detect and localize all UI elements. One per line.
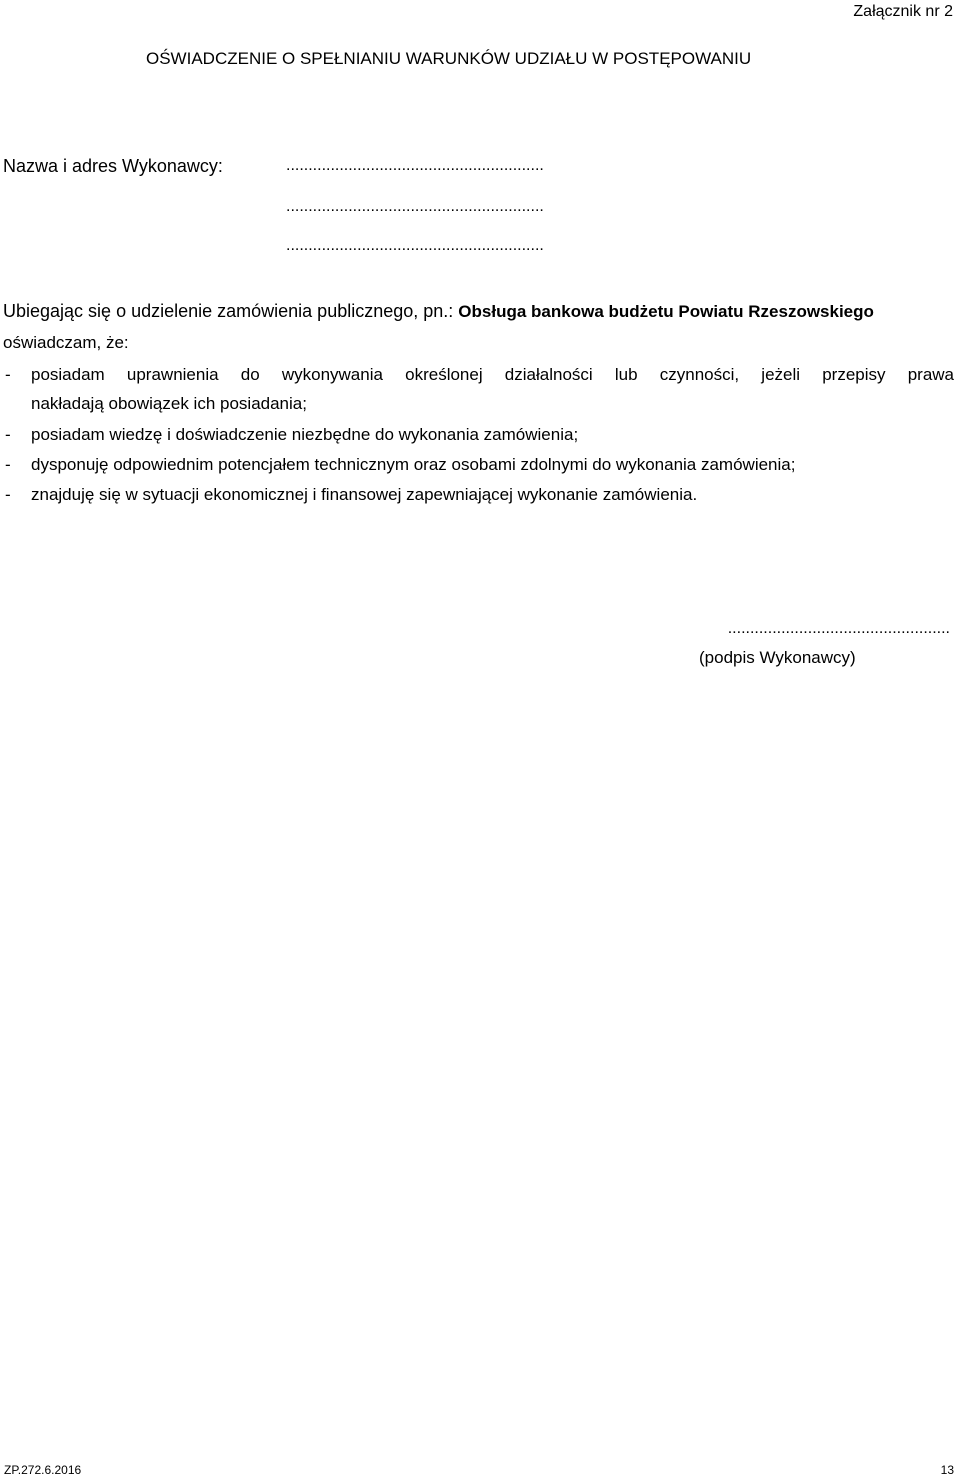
declaration-heading: oświadczam, że: [3, 333, 129, 352]
contractor-line-3: .......................................................... [286, 237, 544, 254]
bullet-dash: - [5, 425, 11, 444]
item-text: posiadam uprawnienia do wykonywania określonej działalności lub czynności, jeżeli przepisy prawa [31, 365, 954, 384]
contractor-line-1: .......................................................... [286, 157, 544, 174]
contractor-line-2: .......................................................... [286, 198, 544, 215]
footer-page-number: 13 [940, 1463, 954, 1477]
intro-text: Ubiegając się o udzielenie zamówienia publicznego, pn.: [3, 301, 459, 321]
footer-reference: ZP.272.6.2016 [4, 1463, 82, 1477]
document-title: OŚWIADCZENIE O SPEŁNIANIU WARUNKÓW UDZIAŁU W POSTĘPOWANIU [146, 49, 752, 68]
item-text: posiadam wiedzę i doświadczenie niezbędne do wykonania zamówienia; [31, 425, 579, 444]
contract-name: Obsługa bankowa budżetu Powiatu Rzeszowskiego [458, 302, 874, 321]
item-text: dysponuję odpowiednim potencjałem technicznym oraz osobami zdolnymi do wykonania zamówienia; [31, 455, 796, 474]
bullet-dash: - [5, 455, 11, 474]
item-text-continued: nakładają obowiązek ich posiadania; [31, 394, 307, 413]
signature-line: .................................................. [727, 620, 950, 637]
signature-label: (podpis Wykonawcy) [699, 648, 856, 667]
bullet-dash: - [5, 365, 11, 384]
contractor-label: Nazwa i adres Wykonawcy: [3, 156, 223, 176]
bullet-dash: - [5, 485, 11, 504]
item-text: znajduję się w sytuacji ekonomicznej i finansowej zapewniającej wykonanie zamówienia. [31, 485, 698, 504]
attachment-label: Załącznik nr 2 [853, 3, 953, 20]
intro-paragraph [3, 301, 874, 322]
